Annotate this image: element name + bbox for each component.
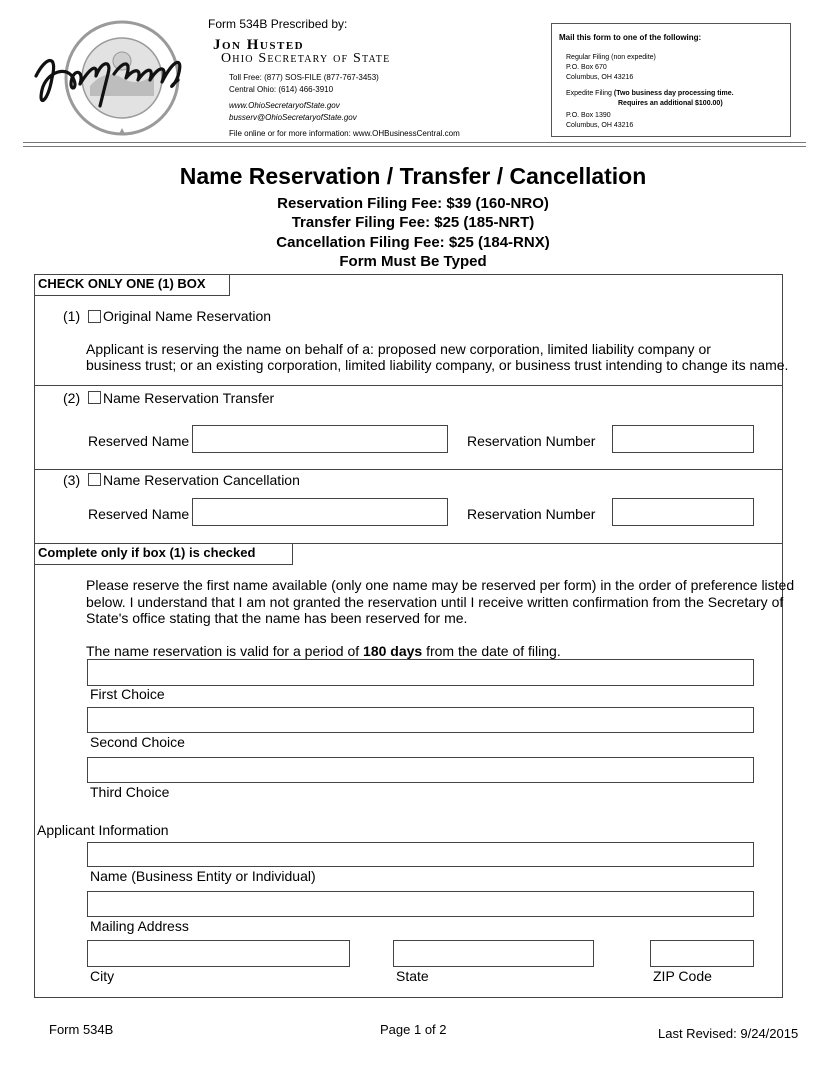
first-choice-label: First Choice — [90, 686, 165, 702]
state-label: State — [396, 968, 429, 984]
expedite-city: Columbus, OH 43216 — [566, 122, 634, 129]
second-choice-label: Second Choice — [90, 734, 185, 750]
zip-code-label: ZIP Code — [653, 968, 712, 984]
header-rule — [23, 142, 806, 143]
cancellation-reserved-name-field[interactable] — [192, 498, 448, 526]
cancellation-label: Name Reservation Cancellation — [103, 472, 300, 488]
mailing-address-field[interactable] — [87, 891, 754, 917]
zip-code-field[interactable] — [650, 940, 754, 967]
email-link[interactable]: busserv@OhioSecretaryofState.gov — [229, 113, 357, 122]
option1-description-1: Applicant is reserving the name on behalf of a: proposed new corporation, limited liability company or — [86, 341, 711, 357]
footer-last-revised: Last Revised: 9/24/2015 — [658, 1026, 799, 1041]
validity-post: from the date of filing. — [422, 643, 561, 659]
complete-if-box1-label: Complete only if box (1) is checked — [34, 543, 293, 565]
check-one-label: CHECK ONLY ONE (1) BOX — [34, 274, 230, 296]
third-choice-label: Third Choice — [90, 784, 170, 800]
applicant-name-field[interactable] — [87, 842, 754, 867]
option2-number: (2) — [63, 390, 81, 406]
transfer-reserved-name-label: Reserved Name — [88, 433, 190, 449]
reservation-fee: Reservation Filing Fee: $39 (160-NRO) — [277, 195, 549, 212]
transfer-reserved-name-field[interactable] — [192, 425, 448, 453]
form-body — [34, 274, 783, 998]
second-choice-field[interactable] — [87, 707, 754, 733]
footer-page-number: Page 1 of 2 — [380, 1022, 447, 1037]
first-choice-field[interactable] — [87, 659, 754, 686]
expedite-po-box: P.O. Box 1390 — [566, 112, 611, 119]
expedite-line — [566, 90, 734, 97]
reservation-paragraph-3: State's office stating that the name has been reserved for me. — [86, 610, 468, 626]
section-divider — [34, 385, 783, 386]
transfer-reservation-number-label: Reservation Number — [467, 433, 596, 449]
cancellation-fee: Cancellation Filing Fee: $25 (184-RNX) — [276, 234, 550, 251]
header-rule-double — [23, 146, 806, 147]
cancellation-reservation-number-field[interactable] — [612, 498, 754, 526]
mailing-heading: Mail this form to one of the following: — [559, 33, 702, 42]
transfer-reservation-number-field[interactable] — [612, 425, 754, 453]
transfer-fee: Transfer Filing Fee: $25 (185-NRT) — [291, 214, 535, 231]
reservation-paragraph-2: below. I understand that I am not granted the reservation until I receive written confirmation from the Secretary of — [86, 594, 784, 610]
reservation-paragraph-1: Please reserve the first name available (only one name may be reserved per form) in the order of preference listed — [86, 577, 795, 593]
cancellation-checkbox[interactable] — [88, 473, 101, 486]
expedite-filing-label: Expedite Filing — [566, 90, 612, 97]
original-reservation-checkbox[interactable] — [88, 310, 101, 323]
state-field[interactable] — [393, 940, 594, 967]
validity-days: 180 days — [363, 643, 423, 659]
mailing-address-label: Mailing Address — [90, 918, 189, 934]
expedite-note: (Two business day processing time. — [613, 90, 734, 97]
secretary-of-state-seal — [28, 16, 190, 136]
officer-name: Jon Husted — [213, 37, 305, 53]
mailing-instructions-box — [551, 23, 791, 137]
footer-form-id: Form 534B — [49, 1022, 114, 1037]
form-title: Name Reservation / Transfer / Cancellation — [179, 163, 647, 189]
prescribed-by: Form 534B Prescribed by: — [208, 17, 348, 31]
transfer-checkbox[interactable] — [88, 391, 101, 404]
regular-po-box: P.O. Box 670 — [566, 64, 607, 71]
website-link[interactable]: www.OhioSecretaryofState.gov — [229, 101, 340, 110]
option3-number: (3) — [63, 472, 81, 488]
cancellation-reserved-name-label: Reserved Name — [88, 506, 190, 522]
file-online-info: File online or for more information: www.OHBusinessCentral.com — [229, 129, 460, 138]
transfer-label: Name Reservation Transfer — [103, 390, 275, 406]
validity-statement — [86, 643, 561, 659]
validity-pre: The name reservation is valid for a period of — [86, 643, 364, 659]
original-reservation-label: Original Name Reservation — [103, 308, 272, 324]
regular-filing-label: Regular Filing (non expedite) — [566, 54, 656, 61]
expedite-note-2: Requires an additional $100.00) — [618, 100, 723, 107]
city-field[interactable] — [87, 940, 350, 967]
cancellation-reservation-number-label: Reservation Number — [467, 506, 596, 522]
section-divider — [34, 469, 783, 470]
central-ohio-phone: Central Ohio: (614) 466-3910 — [229, 85, 334, 94]
must-be-typed: Form Must Be Typed — [339, 253, 487, 270]
option1-number: (1) — [63, 308, 81, 324]
officer-title: Ohio Secretary of State — [221, 51, 391, 66]
applicant-info-heading: Applicant Information — [37, 822, 169, 838]
option1-description-2: business trust; or an existing corporation, limited liability company, or business trust intending to change its name. — [86, 357, 789, 373]
toll-free-phone: Toll Free: (877) SOS-FILE (877-767-3453) — [229, 73, 379, 82]
regular-city: Columbus, OH 43216 — [566, 74, 634, 81]
applicant-name-label: Name (Business Entity or Individual) — [90, 868, 316, 884]
city-label: City — [90, 968, 115, 984]
third-choice-field[interactable] — [87, 757, 754, 783]
